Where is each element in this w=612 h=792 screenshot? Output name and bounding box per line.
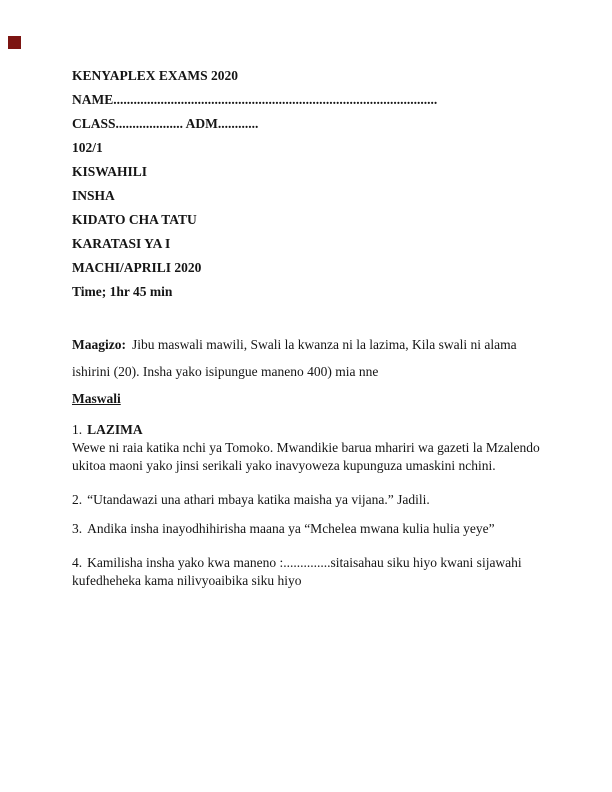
question-body: Wewe ni raia katika nchi ya Tomoko. Mwandikie barua mhariri wa gazeti la Mzalendo ukitoa maoni yako jinsi serikali yako inavyoweza kupunguza umaskini nchini. — [72, 440, 540, 473]
exam-header — [72, 64, 554, 304]
exam-date: MACHI/APRILI 2020 — [72, 260, 202, 275]
paper-name: INSHA — [72, 188, 115, 203]
question-label: LAZIMA — [87, 422, 143, 437]
paper-code: 102/1 — [72, 140, 103, 155]
question-1 — [72, 421, 556, 475]
question-1-head — [72, 421, 556, 439]
questions-list — [72, 421, 556, 590]
question-number: 4. — [72, 555, 83, 570]
question-number: 2. — [72, 492, 83, 507]
paper-number: KARATASI YA I — [72, 236, 171, 251]
question-body: Kamilisha insha yako kwa maneno :..............sitaisahau siku hiyo kwani sijawahi kufedheheka kama nilivyoaibika siku hiyo — [72, 555, 522, 588]
instructions-line-2: ishirini (20). Insha yako isipungue maneno 400) mia nne — [72, 364, 379, 379]
exam-title: KENYAPLEX EXAMS 2020 — [72, 68, 239, 83]
question-4 — [72, 554, 556, 590]
instructions-label: Maagizo: — [72, 337, 126, 352]
name-fill-line: NAME................................................................................................ — [72, 92, 438, 107]
question-3 — [72, 520, 556, 538]
instructions-text-1: Jibu maswali mawili, Swali la kwanza ni la lazima, Kila swali ni alama — [131, 337, 517, 352]
class-adm-fill-line: CLASS.................... ADM............ — [72, 116, 259, 131]
red-square-marker — [8, 36, 21, 49]
instructions-section — [72, 331, 556, 412]
form-level: KIDATO CHA TATU — [72, 212, 197, 227]
question-body: “Utandawazi una athari mbaya katika maisha ya vijana.” Jadili. — [87, 492, 430, 507]
question-number: 3. — [72, 521, 83, 536]
questions-section-heading: Maswali — [72, 391, 121, 406]
questions-heading-line — [72, 385, 556, 412]
subject-name: KISWAHILI — [72, 164, 148, 179]
instructions-line-1 — [72, 331, 556, 358]
time-allowed: Time; 1hr 45 min — [72, 284, 173, 299]
question-number: 1. — [72, 422, 83, 437]
question-2 — [72, 491, 556, 509]
question-body: Andika insha inayodhihirisha maana ya “Mchelea mwana kulia hulia yeye” — [87, 521, 495, 536]
